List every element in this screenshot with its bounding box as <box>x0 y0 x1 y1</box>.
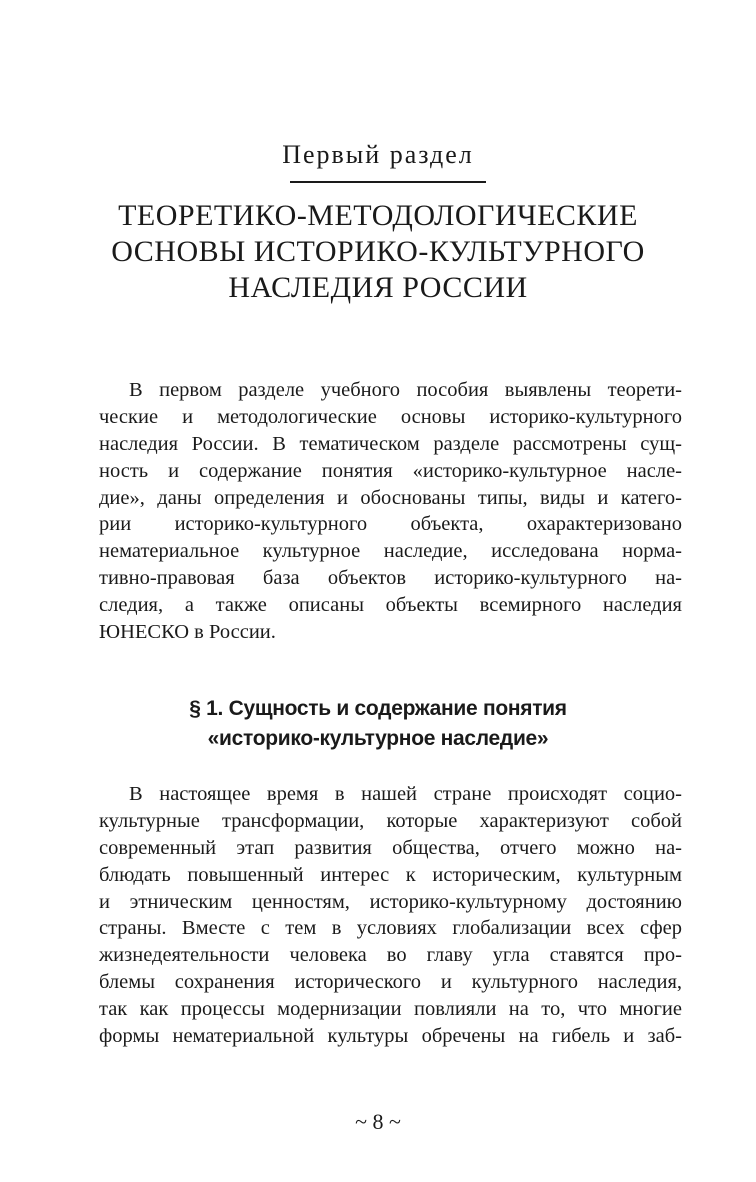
text-line: следия, а также описаны объекты всемирного наследия <box>99 594 682 617</box>
text-line: наследия России. В тематическом разделе рассмотрены сущ- <box>99 432 682 455</box>
section-heading-line: § 1. Сущность и содержание понятия <box>189 697 567 720</box>
text-line: В настоящее время в нашей стране происходят социо- <box>129 783 682 805</box>
part-title-line: ТЕОРЕТИКО-МЕТОДОЛОГИЧЕСКИЕ <box>118 199 638 232</box>
text-line: тивно-правовая база объектов историко-культурного на- <box>99 567 682 590</box>
text-line: формы нематериальной культуры обречены на гибель и заб- <box>99 1025 682 1048</box>
text-line: жизнедеятельности человека во главу угла ставятся про- <box>99 944 682 967</box>
text-line: культурные трансформации, которые характеризуют собой <box>99 809 682 832</box>
text-line: ЮНЕСКО в России. <box>99 621 276 644</box>
text-line: блемы сохранения исторического и культурного наследия, <box>99 971 682 994</box>
section-heading <box>60 694 696 754</box>
part-title <box>60 198 696 306</box>
text-line: так как процессы модернизации повлияли на то, что многие <box>99 998 682 1021</box>
part-title-line: ОСНОВЫ ИСТОРИКО-КУЛЬТУРНОГО <box>111 235 645 268</box>
text-line: страны. Вместе с тем в условиях глобализации всех сфер <box>99 917 682 940</box>
part-title-line: НАСЛЕДИЯ РОССИИ <box>228 271 528 304</box>
text-line: блюдать повышенный интерес к историческим, культурным <box>99 863 682 886</box>
text-line: В первом разделе учебного пособия выявлены теорети- <box>129 379 682 401</box>
text-line: и этническим ценностям, историко-культурному достоянию <box>99 890 682 913</box>
text-line: ческие и методологические основы историко-культурного <box>99 405 682 428</box>
text-line: ность и содержание понятия «историко-культурное насле- <box>99 459 682 482</box>
part-divider-rule <box>290 181 486 183</box>
section-heading-line: «историко-культурное наследие» <box>207 727 549 750</box>
text-line: дие», даны определения и обоснованы типы, виды и катего- <box>99 486 682 509</box>
body-paragraph <box>99 781 682 1050</box>
page-number: ~ 8 ~ <box>355 1109 401 1134</box>
text-line: рии историко-культурного объекта, охарактеризовано <box>99 513 682 536</box>
part-label: Первый раздел <box>282 140 474 169</box>
intro-paragraph <box>99 377 682 646</box>
text-line: современный этап развития общества, отчего можно на- <box>99 836 682 859</box>
text-line: нематериальное культурное наследие, исследована норма- <box>99 540 682 563</box>
